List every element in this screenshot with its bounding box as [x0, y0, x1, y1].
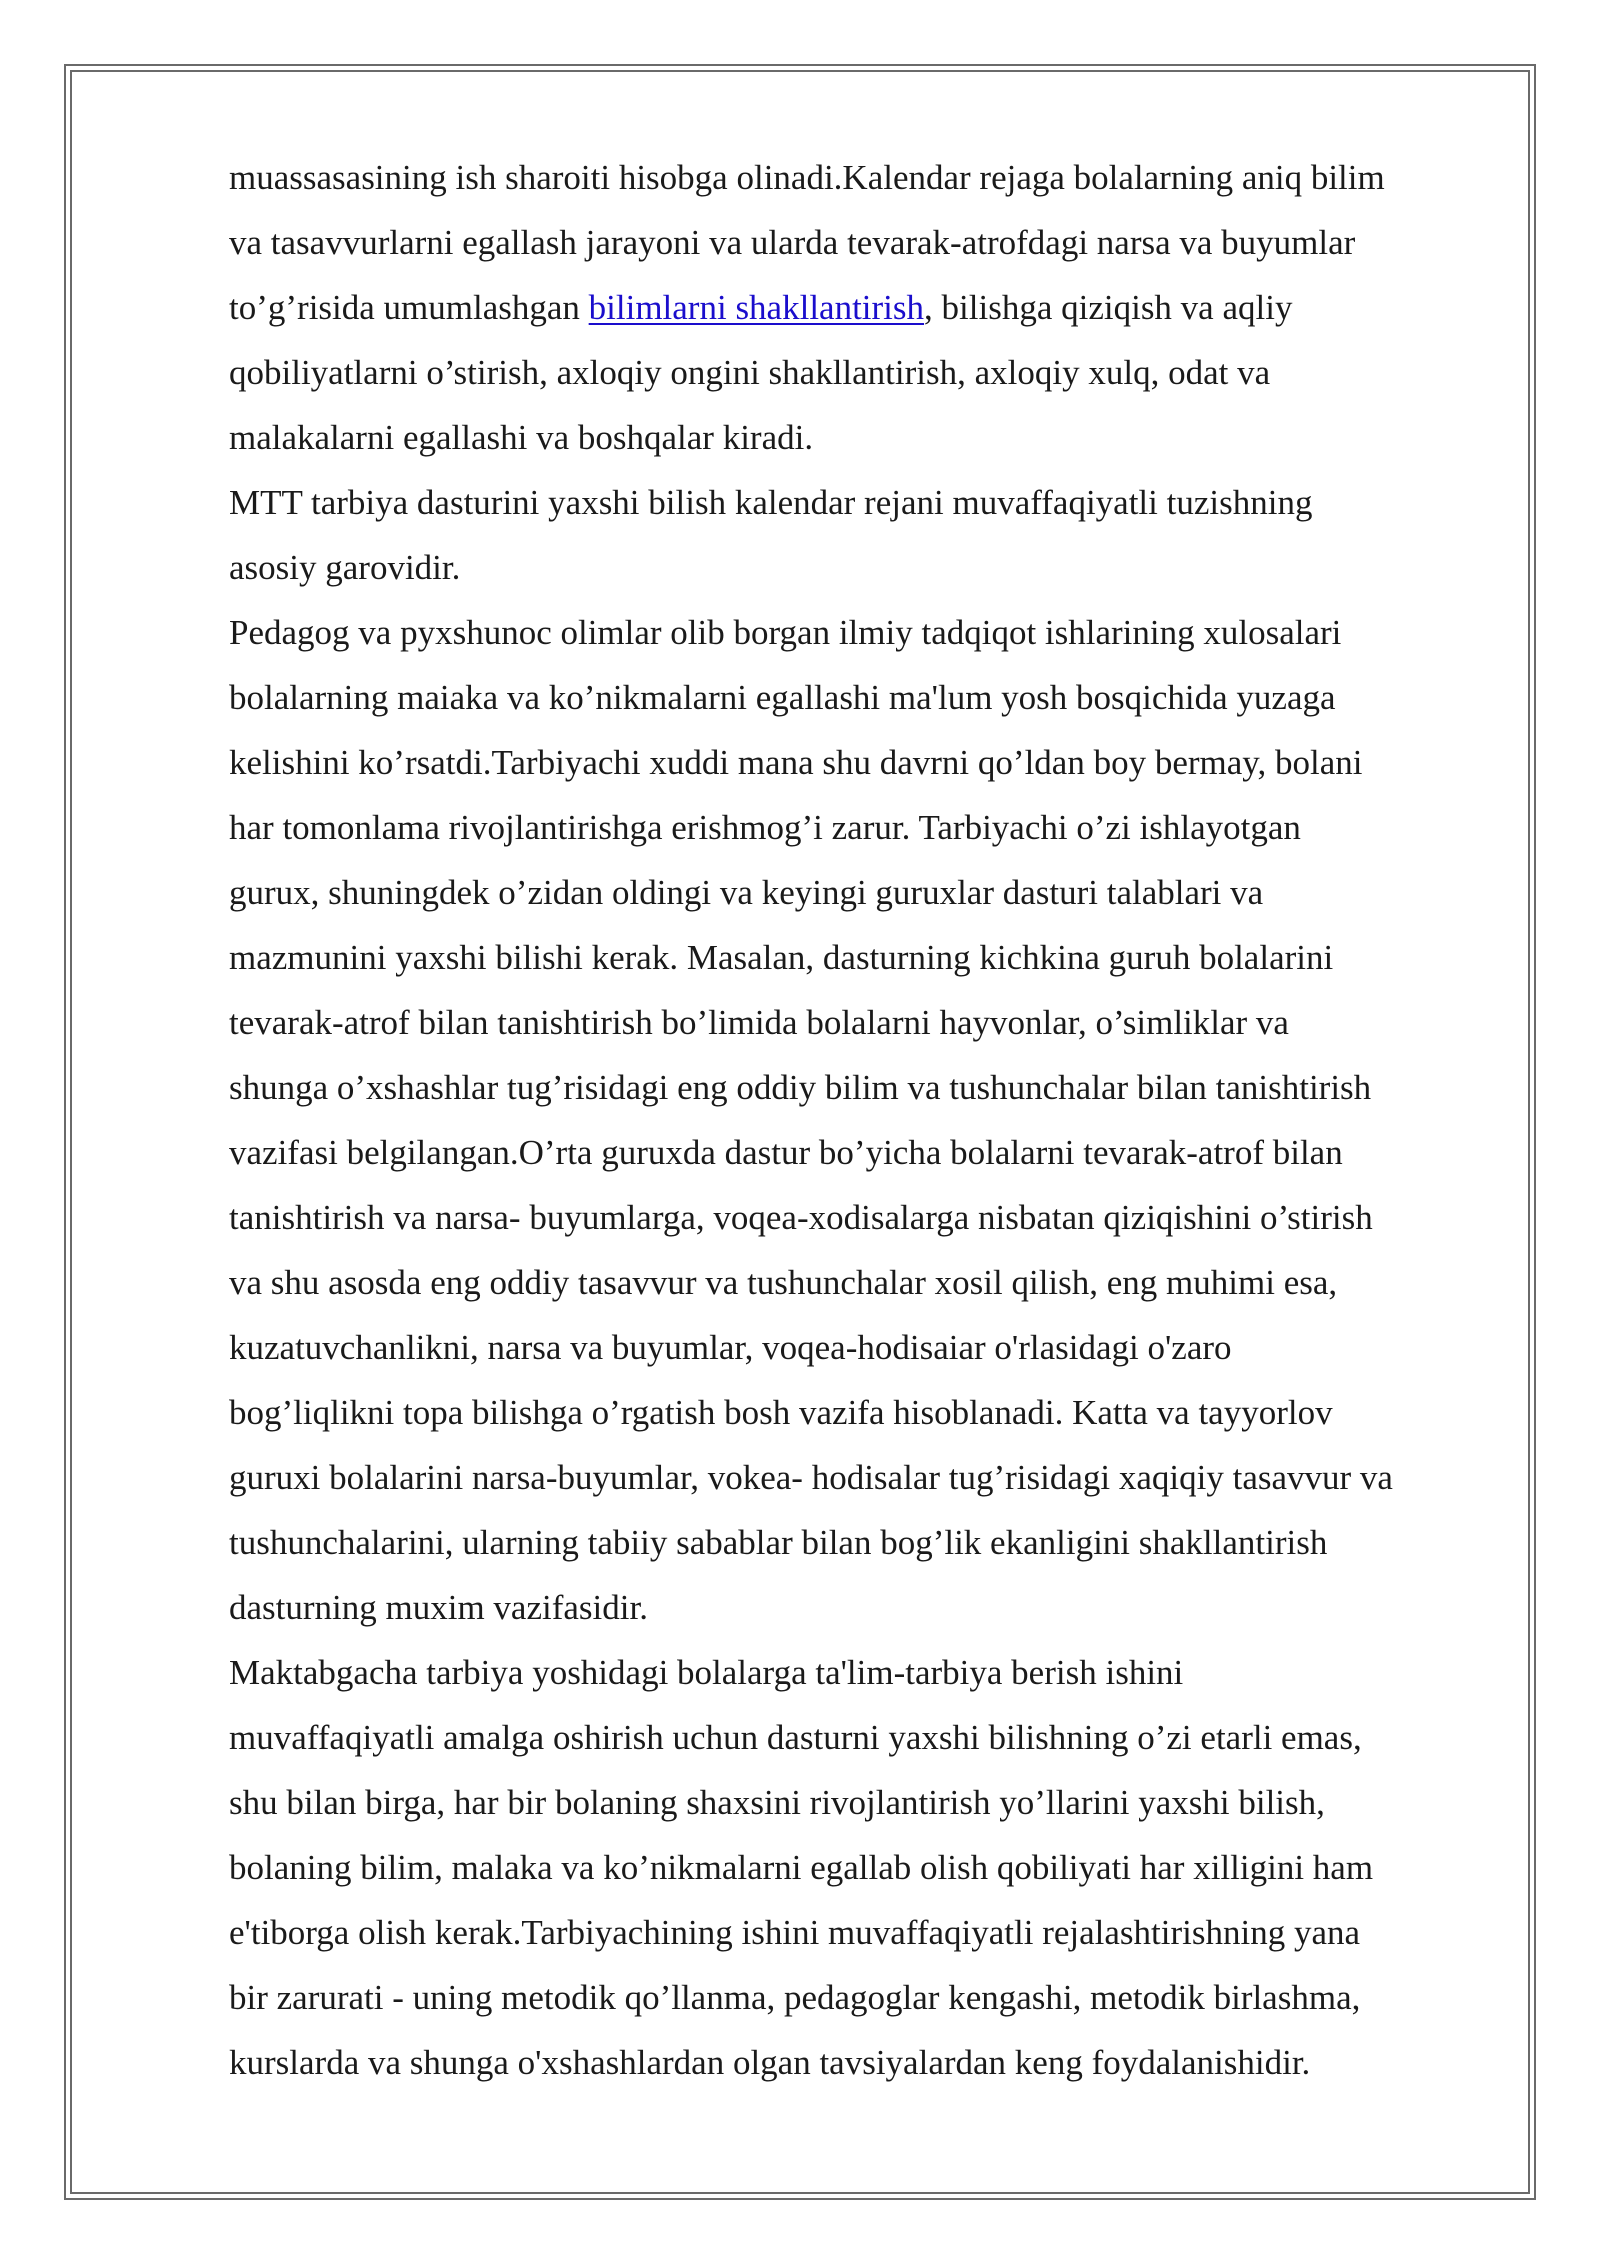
text-line: kurslarda va shunga o'xshashlardan olgan tavsiyalardan keng foydalanishidir.: [229, 2043, 1311, 2082]
text-line: qobiliyatlarni o’stirish, axloqiy ongini shakllantirish, axloqiy xulq, odat va: [229, 353, 1271, 392]
text-line: malakalarni egallashi va boshqalar kiradi.: [229, 418, 814, 457]
text-line: dasturning muxim vazifasidir.: [229, 1588, 648, 1627]
text-line: va tasavvurlarni egallash jarayoni va ularda tevarak-atrofdagi narsa va buyumlar: [229, 223, 1356, 262]
text-line: bolaning bilim, malaka va ko’nikmalarni egallab olish qobiliyati har xilligini ham: [229, 1848, 1374, 1887]
text-line: va shu asosda eng oddiy tasavvur va tushunchalar xosil qilish, eng muhimi esa,: [229, 1263, 1338, 1302]
text-line: guruxi bolalarini narsa-buyumlar, vokea- hodisalar tug’risidagi xaqiqiy tasavvur va: [229, 1458, 1393, 1497]
text-line: tushunchalarini, ularning tabiiy sabablar bilan bog’lik ekanligini shakllantirish: [229, 1523, 1328, 1562]
link-suffix-text: , bilishga qiziqish va aqliy: [924, 288, 1293, 327]
text-line: muvaffaqiyatli amalga oshirish uchun dasturni yaxshi bilishning o’zi etarli emas,: [229, 1718, 1362, 1757]
text-line: shunga o’xshashlar tug’risidagi eng oddiy bilim va tushunchalar bilan tanishtirish: [229, 1068, 1372, 1107]
text-line: tanishtirish va narsa- buyumlarga, voqea-xodisalarga nisbatan qiziqishini o’stirish: [229, 1198, 1373, 1237]
text-line: har tomonlama rivojlantirishga erishmog’i zarur. Tarbiyachi o’zi ishlayotgan: [229, 808, 1301, 847]
text-line: shu bilan birga, har bir bolaning shaxsini rivojlantirish yo’llarini yaxshi bilish,: [229, 1783, 1325, 1822]
text-line: Pedagog va pyxshunoc olimlar olib borgan ilmiy tadqiqot ishlarining xulosalari: [229, 613, 1342, 652]
text-line: asosiy garovidir.: [229, 548, 461, 587]
link-prefix-text: to’g’risida umumlashgan: [229, 288, 589, 327]
text-line: Maktabgacha tarbiya yoshidagi bolalarga ta'lim-tarbiya berish ishini: [229, 1653, 1184, 1692]
text-line-with-link: [229, 278, 1519, 343]
text-line: tevarak-atrof bilan tanishtirish bo’limida bolalarni hayvonlar, o’simliklar va: [229, 1003, 1289, 1042]
bilimlarni-shakllantirish-link[interactable]: bilimlarni shakllantirish: [588, 288, 925, 327]
text-line: MTT tarbiya dasturini yaxshi bilish kalendar rejani muvaffaqiyatli tuzishning: [229, 483, 1313, 522]
text-line: bog’liqlikni topa bilishga o’rgatish bosh vazifa hisoblanadi. Katta va tayyorlov: [229, 1393, 1333, 1432]
text-line: kuzatuvchanlikni, narsa va buyumlar, voqea-hodisaiar o'rlasidagi o'zaro: [229, 1328, 1232, 1367]
text-line: gurux, shuningdek o’zidan oldingi va keyingi guruxlar dasturi talablari va: [229, 873, 1264, 912]
text-line: e'tiborga olish kerak.Tarbiyachining ishini muvaffaqiyatli rejalashtirishning yana: [229, 1913, 1361, 1952]
text-line: bir zarurati - uning metodik qo’llanma, pedagoglar kengashi, metodik birlashma,: [229, 1978, 1361, 2017]
text-line: muassasasining ish sharoiti hisobga olinadi.Kalendar rejaga bolalarning aniq bilim: [229, 158, 1385, 197]
text-line: mazmunini yaxshi bilishi kerak. Masalan, dasturning kichkina guruh bolalarini: [229, 938, 1334, 977]
document-body: [229, 148, 1519, 2098]
text-line: bolalarning maiaka va ko’nikmalarni egallashi ma'lum yosh bosqichida yuzaga: [229, 678, 1336, 717]
text-line: kelishini ko’rsatdi.Tarbiyachi xuddi mana shu davrni qo’ldan boy bermay, bolani: [229, 743, 1363, 782]
text-line: vazifasi belgilangan.O’rta guruxda dastur bo’yicha bolalarni tevarak-atrof bilan: [229, 1133, 1343, 1172]
